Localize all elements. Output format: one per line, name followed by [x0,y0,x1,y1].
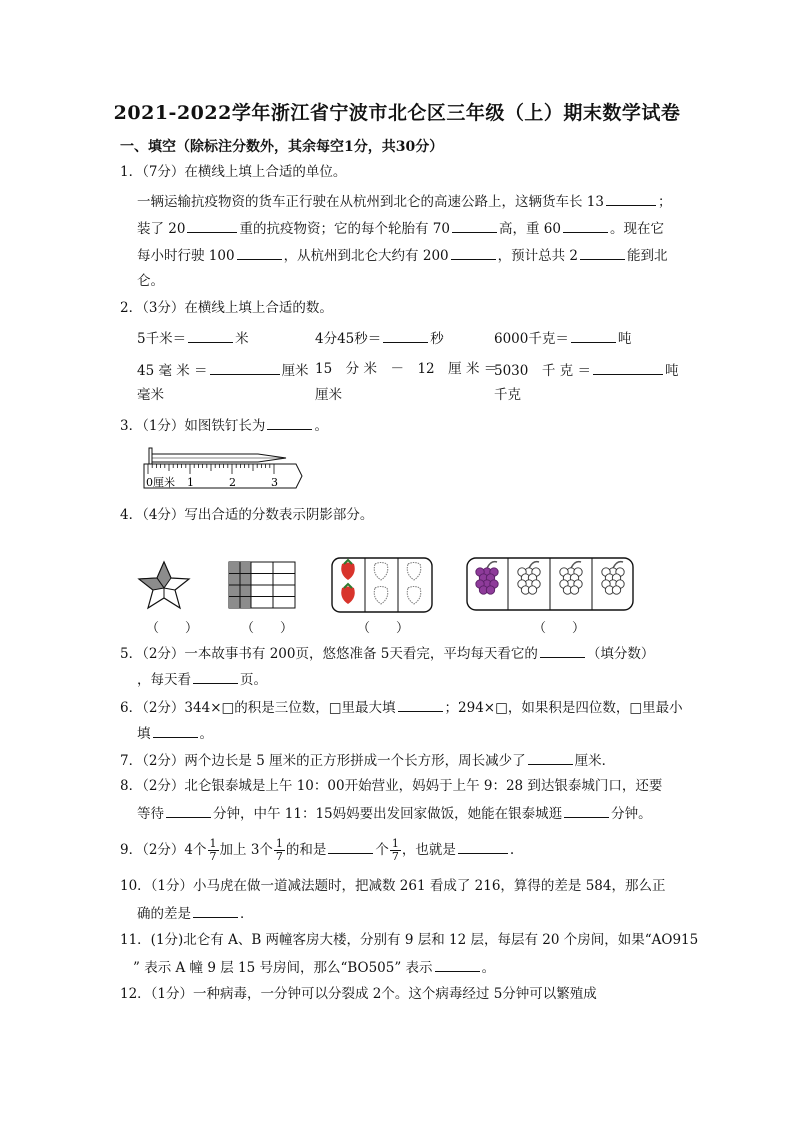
q8-line1: 8．（2分）北仑银泰城是上午 10：00开始营业，妈妈于上午 9：28 到达银泰城门口，还要 [120,778,663,794]
section-heading: 一、填空（除标注分数外，其余每空1分，共30分） [120,139,444,155]
q5-line2: ，每天看 页。 [137,669,267,689]
q7-line: 7．（2分）两个边长是 5 厘米的正方形拼成一个长方形，周长减少了 厘米． [120,750,615,770]
q2-item-mm-cont: 毫米 [137,387,164,403]
answer-blank[interactable] [153,723,198,738]
answer-blank[interactable] [458,839,508,854]
answer-blank[interactable] [398,697,443,712]
answer-blank[interactable] [451,245,496,260]
fraction-one-seventh: $\frac{1}{7}$ [209,837,217,863]
q1-heading: 1．（7分）在横线上填上合适的单位。 [120,164,347,180]
answer-blank[interactable] [188,328,233,343]
q10-line1: 10．（1分）小马虎在做一道减法题时，把减数 261 看成了 216，算得的差是 584，那么正 [120,878,666,894]
q9-line: 9．（2分）4个 $\frac{1}{7}$ 加上 3个 $\frac{1}{7}$ 的和是 个 $\frac{1}{7}$ ，也就是 . [120,837,515,863]
q2-item-dm: 15 分 米 － 12 厘 米 ＝ [315,361,498,377]
q2-item-kg-cont: 千克 [494,387,521,403]
ruler-label-0: 0厘米 [146,476,175,489]
answer-blank[interactable] [564,803,609,818]
answer-blank[interactable] [540,643,585,658]
answer-blank[interactable] [210,360,280,375]
nail-ruler-figure [138,440,310,492]
ruler [144,464,302,489]
ruler-label-3: 3 [271,476,278,489]
answer-blank[interactable] [606,191,656,206]
answer-blank[interactable] [193,903,238,918]
q1-line4: 仑。 [137,273,164,289]
page-title: 2021-2022学年浙江省宁波市北仑区三年级（上）期末数学试卷 [113,102,681,124]
q8-line2: 等待 分钟，中午 11：15妈妈要出发回家做饭，她能在银泰城逛 分钟。 [137,803,652,823]
answer-blank[interactable] [383,328,428,343]
answer-paren[interactable]: （ ） [357,621,410,636]
answer-paren[interactable]: （ ） [533,621,586,636]
answer-blank[interactable] [528,750,573,765]
ruler-label-1: 1 [187,476,194,489]
ruler-label-2: 2 [229,476,236,489]
answer-blank[interactable] [166,803,211,818]
fraction-one-seventh: $\frac{1}{7}$ [391,837,399,863]
q2-item-seconds: 4分45秒＝ 秒 [315,328,444,348]
answer-blank[interactable] [571,328,616,343]
q2-item-mm: 45 毫 米 ＝ 厘米 [137,360,309,380]
grid-figure [227,560,297,610]
fraction-one-seventh: $\frac{1}{7}$ [275,837,283,863]
star-figure [136,558,196,614]
q11-line1: 11．(1分)北仑有 A、B 两幢客房大楼，分别有 9 层和 12 层，每层有 20 个房间，如果“AO915 [120,932,699,948]
answer-blank[interactable] [193,669,238,684]
q12-line1: 12．（1分）一种病毒，一分钟可以分裂成 2个。这个病毒经过 5分钟可以繁殖成 [120,986,597,1002]
answer-blank[interactable] [435,957,480,972]
strawberry-figure [330,556,434,614]
answer-blank[interactable] [328,839,373,854]
q1-line2: 装了 20 重的抗疫物资；它的每个轮胎有 70 高，重 60 。现在它 [137,218,664,238]
q4-heading: 4．（4分）写出合适的分数表示阴影部分。 [120,507,374,523]
q1-line3: 每小时行驶 100 ，从杭州到北仑大约有 200 ，预计总共 2 能到北 [137,245,668,265]
q11-line2: ” 表示 A 幢 9 层 15 号房间，那么“BO505” 表示 。 [133,957,495,977]
answer-blank[interactable] [593,360,663,375]
q2-heading: 2．（3分）在横线上填上合适的数。 [120,300,333,316]
q1-line1: 一辆运输抗疫物资的货车正行驶在从杭州到北仑的高速公路上，这辆货车长 13 ； [137,191,671,211]
answer-blank[interactable] [580,245,625,260]
answer-blank[interactable] [237,245,282,260]
q3-heading: 3．（1分）如图铁钉长为 。 [120,415,328,435]
answer-paren[interactable]: （ ） [241,621,294,636]
answer-blank[interactable] [563,218,608,233]
q10-line2: 确的差是 ． [137,903,254,923]
answer-paren[interactable]: （ ） [146,621,199,636]
q2-item-tons: 6000千克＝ 吨 [494,328,631,348]
grape-figure [465,556,635,612]
q2-item-kg: 5030 千 克 ＝ 吨 [494,360,678,380]
q6-line2: 填 。 [137,723,213,743]
answer-blank[interactable] [267,415,312,430]
answer-blank[interactable] [187,218,237,233]
q5-line1: 5．（2分）一本故事书有 200页，悠悠准备 5天看完，平均每天看它的 （填分数） [120,643,654,663]
q6-line1: 6．（2分）344×□的积是三位数，□里最大填 ；294×□，如果积是四位数，□里最小 [120,697,683,717]
q2-item-km: 5千米＝ 米 [137,328,249,348]
q2-item-dm-cont: 厘米 [315,387,342,403]
answer-blank[interactable] [452,218,497,233]
